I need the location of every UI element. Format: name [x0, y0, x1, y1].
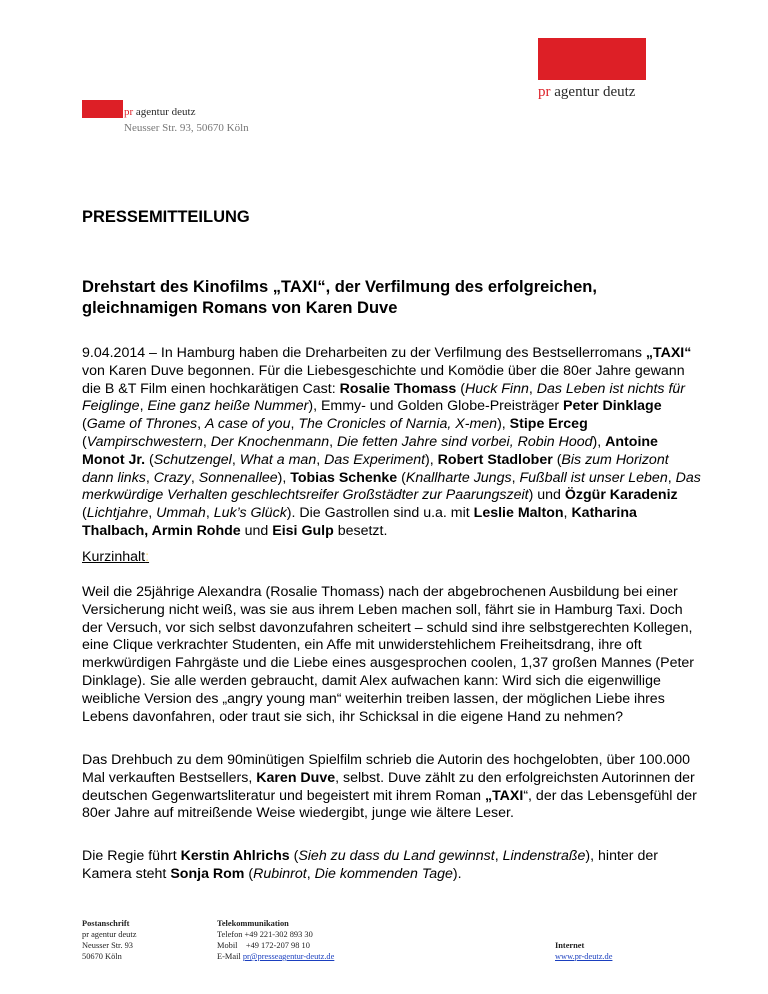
page-title: PRESSEMITTEILUNG [82, 208, 250, 226]
footer-telecom [217, 918, 334, 962]
footer-telecom-heading: Telekommunikation [217, 919, 289, 928]
footer-postal-heading: Postanschrift [82, 919, 130, 928]
footer-internet [555, 940, 612, 962]
paragraph-intro: 9.04.2014 – In Hamburg haben die Dreharbeiten zu der Verfilmung des Bestsellerromans „TAXI“ von Karen Duve begonnen. Für die Liebesgeschichte und Komödie über die 80er Jahre gewann die B &T Film einen hochkarätigen Cast: Rosalie Thomass (Huck Finn, Das Leben ist nichts für Feiglinge, Eine ganz heiße Nummer), Emmy- und Golden Globe-Preisträger Peter Dinklage (Game of Thrones, A case of you, The Cronicles of Narnia, X-men), Stipe Erceg (Vampirschwestern, Der Knochenmann, Die fetten Jahre sind vorbei, Robin Hood), Antoine Monot Jr. (Schutzengel, What a man, Das Experiment), Robert Stadlober (Bis zum Horizont dann links, Crazy, Sonnenallee), Tobias Schenke (Knallharte Jungs, Fußball ist unser Leben, Das merkwürdige Verhalten geschlechtsreifer Großstädter zur Paarungszeit) und Özgür Karadeniz (Lichtjahre, Ummah, Luk’s Glück). Die Gastrollen sind u.a. mit Leslie Malton, Katharina Thalbach, Armin Rohde und Eisi Gulp besetzt. [82, 345, 701, 539]
footer-mobile: Mobil +49 172-207 98 10 [217, 941, 310, 950]
paragraph-screenplay: Das Drehbuch zu dem 90minütigen Spielfilm schrieb die Autorin des hochgelobten, über 100.000 Mal verkauften Bestsellers, Karen Duve, selbst. Duve zählt zu den erfolgreichsten Autorinnen der deutschen Gegenwartsliteratur und begeistert mit ihrem Roman „TAXI“, der das Lebensgefühl der 80er Jahre auf mitreißende Weise wiedergibt, junge wie ältere Leser. [82, 752, 697, 822]
paragraph-synopsis: Weil die 25jährige Alexandra (Rosalie Thomass) nach der abgebrochenen Ausbildung bei einer Versicherung nicht weiß, was sie aus ihrem Leben machen soll, fährt sie in Hamburg Taxi. Doch der Versuch, vor sich selbst davonzufahren scheitert – schuld sind ihre selbstgerechten Kollegen, eine Clique verkrachter Studenten, ein Affe mit unwiderstehlichem Freiheitsdrang, ihre oft merkwürdigen Fahrgäste und die Liebe eines ausgesprochen coolen, 1,37 großen Mannes (Peter Dinklage). Sie alle werden gebraucht, damit Alex aufwachen kann: Wird sich die eigenwillige weibliche Version des „angry young man“ weiterhin treiben lassen, der möglichen Liebe ihres Lebens davonfahren, oder traut sie sich, ihr Schicksal in die eigene Hand zu nehmen? [82, 584, 695, 725]
sender-rest: agentur deutz [133, 106, 196, 118]
logo-right-rest: agentur deutz [550, 84, 636, 100]
sender-pr: pr [124, 106, 134, 118]
section-heading-kurzinhalt: Kurzinhalt: [82, 549, 150, 565]
footer-postal-line: 50670 Köln [82, 952, 122, 961]
email-link[interactable]: pr@presseagentur-deutz.de [242, 952, 335, 961]
footer-postal-line: Neusser Str. 93 [82, 941, 133, 950]
headline: Drehstart des Kinofilms „TAXI“, der Verfilmung des erfolgreichen, gleichnamigen Romans von Karen Duve [82, 278, 597, 317]
logo-right-text [538, 84, 648, 101]
website-link[interactable]: www.pr-deutz.de [555, 952, 613, 961]
paragraph-direction: Die Regie führt Kerstin Ahlrichs (Sieh zu dass du Land gewinnst, Lindenstraße), hinter der Kamera steht Sonja Rom (Rubinrot, Die kommenden Tage). [82, 848, 658, 882]
logo-bar-right [538, 38, 646, 80]
footer-postal-line: pr agentur deutz [82, 930, 137, 939]
logo-right-pr: pr [538, 84, 551, 100]
footer-postal [82, 918, 136, 962]
logo-bar-left [82, 100, 123, 118]
footer-internet-heading: Internet [555, 941, 585, 950]
sender-name [124, 106, 195, 118]
sender-address: Neusser Str. 93, 50670 Köln [124, 122, 249, 134]
footer-phone: Telefon +49 221-302 893 30 [217, 930, 313, 939]
footer-email-row: E-Mail pr@presseagentur-deutz.de [217, 952, 335, 961]
